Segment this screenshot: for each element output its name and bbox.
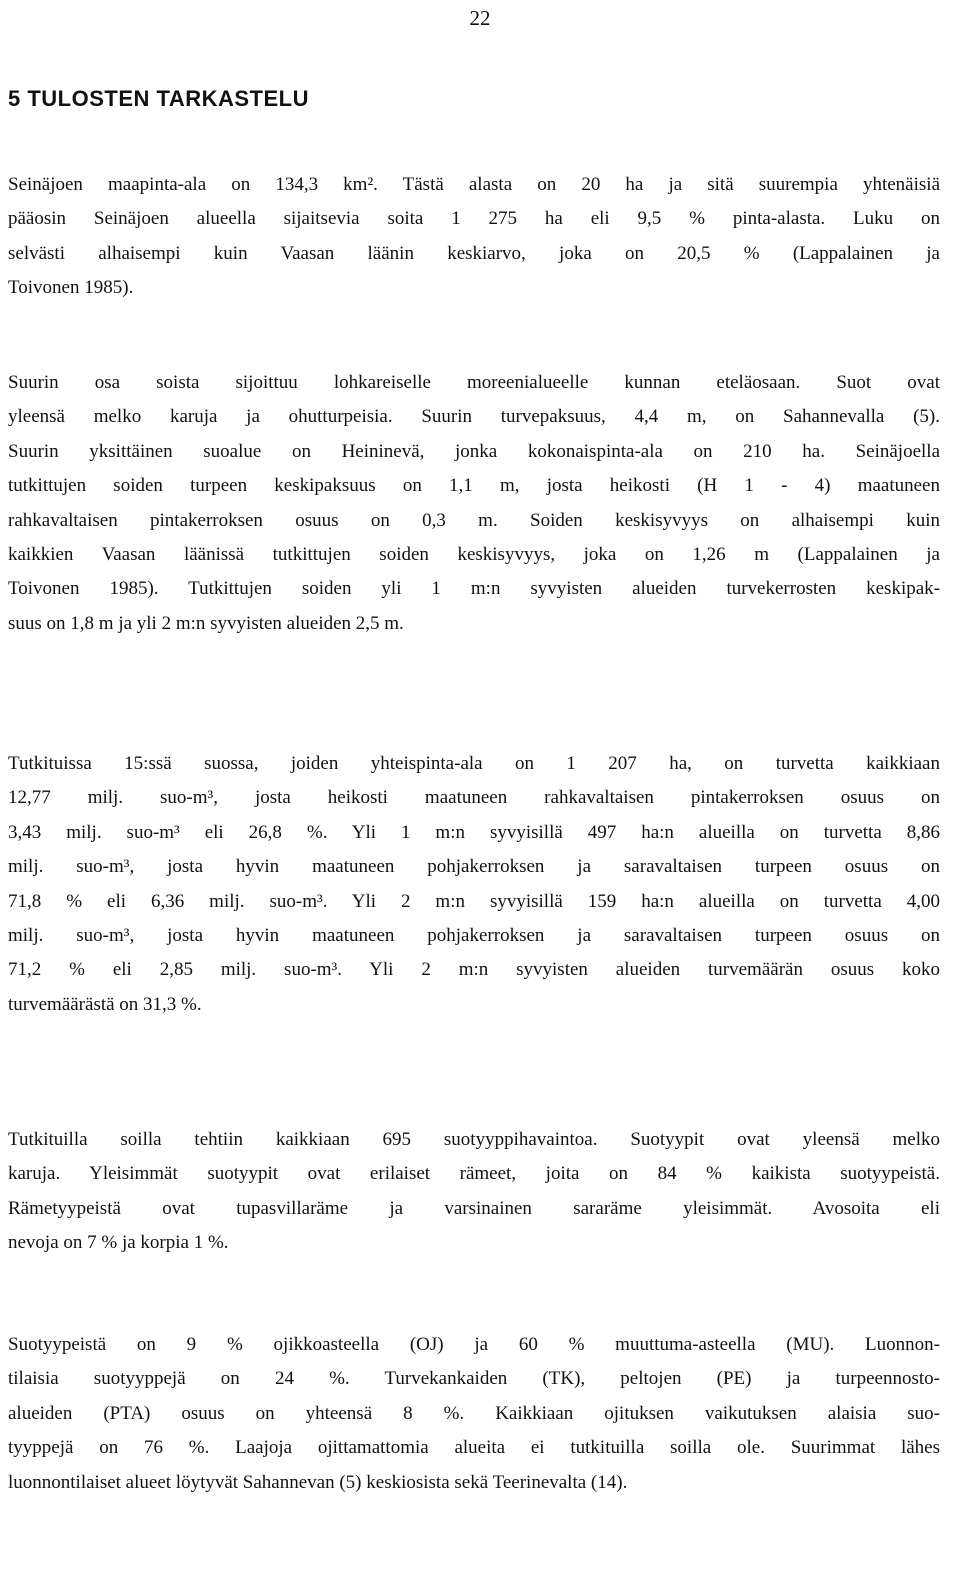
paragraph-4 bbox=[8, 1123, 940, 1261]
text-line: luonnontilaiset alueet löytyvät Sahannevan (5) keskiosista sekä Teerinevalta (14). bbox=[8, 1471, 628, 1493]
text-line: 71,2 % eli 2,85 milj. suo-m³. Yli 2 m:n syvyisten alueiden turvemäärän osuus koko bbox=[8, 959, 940, 981]
text-line: yleensä melko karuja ja ohutturpeisia. Suurin turvepaksuus, 4,4 m, on Sahannevalla (5). bbox=[8, 406, 940, 428]
text-line: alueiden (PTA) osuus on yhteensä 8 %. Kaikkiaan ojituksen vaikutuksen alaisia suo- bbox=[8, 1402, 940, 1424]
text-line: 71,8 % eli 6,36 milj. suo-m³. Yli 2 m:n syvyisillä 159 ha:n alueilla on turvetta 4,00 bbox=[8, 890, 940, 912]
text-line: Suurin yksittäinen suoalue on Heininevä, jonka kokonaispinta-ala on 210 ha. Seinäjoella bbox=[8, 440, 940, 462]
text-line: milj. suo-m³, josta hyvin maatuneen pohjakerroksen ja saravaltaisen turpeen osuus on bbox=[8, 856, 940, 878]
text-line: Toivonen 1985). bbox=[8, 277, 134, 299]
page-number: 22 bbox=[469, 6, 491, 30]
text-line: suus on 1,8 m ja yli 2 m:n syvyisten alueiden 2,5 m. bbox=[8, 612, 404, 634]
text-line: nevoja on 7 % ja korpia 1 %. bbox=[8, 1232, 229, 1254]
text-line: milj. suo-m³, josta hyvin maatuneen pohjakerroksen ja saravaltaisen turpeen osuus on bbox=[8, 925, 940, 947]
text-line: Tutkituissa 15:ssä suossa, joiden yhteispinta-ala on 1 207 ha, on turvetta kaikkiaan bbox=[8, 753, 940, 774]
text-line: karuja. Yleisimmät suotyypit ovat erilaiset rämeet, joita on 84 % kaikista suotyypeistä. bbox=[8, 1163, 940, 1185]
text-line: 3,43 milj. suo-m³ eli 26,8 %. Yli 1 m:n syvyisillä 497 ha:n alueilla on turvetta 8,86 bbox=[8, 821, 940, 843]
text-line: Tutkituilla soilla tehtiin kaikkiaan 695 suotyyppihavaintoa. Suotyypit ovat yleensä melko bbox=[8, 1129, 940, 1150]
paragraph-1 bbox=[8, 168, 940, 306]
text-line: tutkittujen soiden turpeen keskipaksuus on 1,1 m, josta heikosti (H 1 - 4) maatuneen bbox=[8, 475, 940, 497]
paragraph-5 bbox=[8, 1328, 940, 1500]
text-line: rahkavaltaisen pintakerroksen osuus on 0,3 m. Soiden keskisyvyys on alhaisempi kuin bbox=[8, 509, 940, 531]
text-line: pääosin Seinäjoen alueella sijaitsevia soita 1 275 ha eli 9,5 % pinta-alasta. Luku on bbox=[8, 208, 940, 230]
text-line: kaikkien Vaasan läänissä tutkittujen soiden keskisyvyys, joka on 1,26 m (Lappalainen ja bbox=[8, 544, 940, 566]
text-line: turvemäärästä on 31,3 %. bbox=[8, 993, 202, 1015]
paragraph-3 bbox=[8, 747, 940, 1022]
text-line: Suurin osa soista sijoittuu lohkareiselle moreenialueelle kunnan eteläosaan. Suot ovat bbox=[8, 372, 940, 393]
text-line: Seinäjoen maapinta-ala on 134,3 km². Tästä alasta on 20 ha ja sitä suurempia yhtenäisiä bbox=[8, 174, 940, 195]
section-heading: 5 TULOSTEN TARKASTELU bbox=[8, 86, 309, 111]
text-line: Rämetyypeistä ovat tupasvillaräme ja varsinainen sararäme yleisimmät. Avosoita eli bbox=[8, 1197, 940, 1219]
text-line: tilaisia suotyyppejä on 24 %. Turvekankaiden (TK), peltojen (PE) ja turpeennosto- bbox=[8, 1368, 940, 1390]
text-line: tyyppejä on 76 %. Laajoja ojittamattomia alueita ei tutkituilla soilla ole. Suurimmat lähes bbox=[8, 1437, 940, 1459]
text-line: selvästi alhaisempi kuin Vaasan läänin keskiarvo, joka on 20,5 % (Lappalainen ja bbox=[8, 242, 940, 264]
text-line: Suotyypeistä on 9 % ojikkoasteella (OJ) ja 60 % muuttuma-asteella (MU). Luonnon- bbox=[8, 1334, 940, 1355]
text-line: 12,77 milj. suo-m³, josta heikosti maatuneen rahkavaltaisen pintakerroksen osuus on bbox=[8, 787, 940, 809]
text-line: Toivonen 1985). Tutkittujen soiden yli 1 m:n syvyisten alueiden turvekerrosten keskipak- bbox=[8, 578, 940, 600]
paragraph-2 bbox=[8, 366, 940, 641]
